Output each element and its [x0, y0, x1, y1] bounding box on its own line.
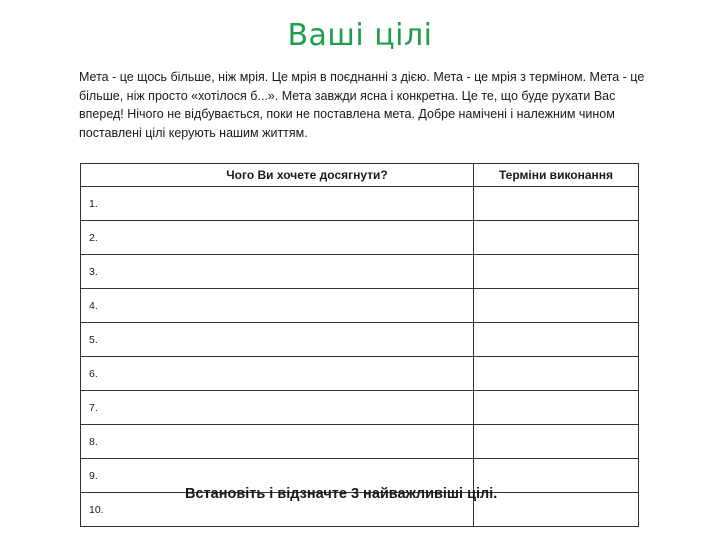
deadline-cell[interactable]: [474, 221, 639, 255]
row-number: 9.: [89, 469, 98, 482]
header-goal: Чого Ви хочете досягнути?: [81, 164, 474, 187]
deadline-cell[interactable]: [474, 459, 639, 493]
table-row: [81, 391, 639, 425]
deadline-cell[interactable]: [474, 391, 639, 425]
row-number: 3.: [89, 265, 98, 278]
deadline-cell[interactable]: [474, 357, 639, 391]
goal-cell[interactable]: [81, 289, 474, 323]
row-number: 5.: [89, 333, 98, 346]
goal-cell[interactable]: [81, 425, 474, 459]
header-deadline: Терміни виконання: [474, 164, 639, 187]
table-row: [81, 425, 639, 459]
deadline-cell[interactable]: [474, 289, 639, 323]
row-number: 2.: [89, 231, 98, 244]
row-number: 8.: [89, 435, 98, 448]
row-number: 4.: [89, 299, 98, 312]
goals-table: [80, 163, 639, 527]
footer-note: Встановіть і відзначте 3 найважливіші цілі.: [185, 486, 498, 502]
deadline-cell[interactable]: [474, 187, 639, 221]
row-number: 1.: [89, 197, 98, 210]
goal-cell[interactable]: [81, 255, 474, 289]
deadline-cell[interactable]: [474, 493, 639, 527]
table-row: [81, 323, 639, 357]
goal-cell[interactable]: [81, 323, 474, 357]
goal-cell[interactable]: [81, 187, 474, 221]
page-title: Ваші цілі: [287, 18, 433, 53]
row-number: 7.: [89, 401, 98, 414]
goal-cell[interactable]: [81, 391, 474, 425]
goal-cell[interactable]: [81, 221, 474, 255]
deadline-cell[interactable]: [474, 425, 639, 459]
deadline-cell[interactable]: [474, 255, 639, 289]
intro-paragraph: Мета - це щось більше, ніж мрія. Це мрія в поєднанні з дією. Мета - це мрія з терміном. Мета - це більше, ніж просто «хотілося б...». Мета завжди ясна і конкретна. Це те, що буде рухати Вас вперед! Нічого не відбувається, поки не поставлена мета. Добре намічені і належним чином поставлені цілі керують нашим життям.: [79, 70, 645, 140]
table-row: [81, 357, 639, 391]
goal-cell[interactable]: [81, 357, 474, 391]
table-row: [81, 187, 639, 221]
row-number: 10.: [89, 503, 104, 516]
table-row: [81, 221, 639, 255]
row-number: 6.: [89, 367, 98, 380]
table-header-row: [81, 164, 639, 187]
deadline-cell[interactable]: [474, 323, 639, 357]
table-row: [81, 255, 639, 289]
table-row: [81, 289, 639, 323]
